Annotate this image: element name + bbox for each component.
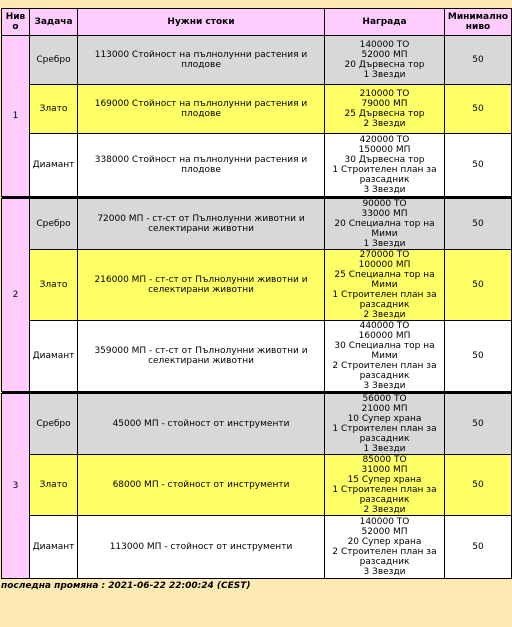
needed-cell: 113000 МП - стойност от инструменти	[78, 516, 325, 579]
reward-line: 2 Звезди	[363, 505, 406, 515]
table-row	[2, 516, 512, 579]
reward-line: 21000 МП	[361, 404, 408, 414]
reward-line: 20 Дървесна тор	[344, 60, 425, 70]
reward-line: 160000 МП	[358, 331, 411, 341]
reward-cell	[325, 394, 445, 455]
reward-line: 2 Строителен план за разсадник	[332, 547, 437, 567]
reward-line: 90000 ТО	[362, 199, 407, 209]
task-cell: Злато	[30, 250, 78, 321]
reward-cell	[325, 199, 445, 250]
reward-cell	[325, 321, 445, 392]
reward-line: 30 Дървесна тор	[344, 155, 425, 165]
last-modified: последна промяна : 2021-06-22 22:00:24 (CEST)	[1, 581, 251, 591]
reward-line: 1 Строителен план за разсадник	[332, 165, 437, 185]
needed-cell: 113000 Стойност на пълнолунни растения и плодове	[78, 36, 325, 85]
reward-line: 79000 МП	[361, 99, 408, 109]
reward-line: 1 Звезди	[363, 239, 406, 249]
reward-line: 3 Звезди	[363, 567, 406, 577]
table-row	[2, 321, 512, 392]
reward-line: 25 Дървесна тор	[344, 109, 425, 119]
reward-line: 33000 МП	[361, 209, 408, 219]
reward-line: 3 Звезди	[363, 381, 406, 391]
needed-cell: 216000 МП - ст-ст от Пълнолунни животни и селектирани животни	[78, 250, 325, 321]
header-task: Задача	[30, 9, 78, 36]
table-row	[2, 134, 512, 197]
reward-line: 140000 ТО	[359, 517, 410, 527]
table-row	[2, 199, 512, 250]
level-cell: 1	[2, 36, 30, 197]
task-cell: Сребро	[30, 199, 78, 250]
header-level: Ниво	[2, 9, 30, 36]
header-row	[2, 9, 512, 36]
reward-line: 2 Строителен план за разсадник	[332, 361, 437, 381]
reward-cell	[325, 455, 445, 516]
task-cell: Диамант	[30, 516, 78, 579]
min-level-cell: 50	[445, 394, 512, 455]
needed-cell: 338000 Стойност на пълнолунни растения и плодове	[78, 134, 325, 197]
min-level-cell: 50	[445, 455, 512, 516]
reward-line: 25 Специална тор на Мими	[334, 270, 435, 290]
reward-line: 20 Специална тор на Мими	[334, 219, 435, 239]
reward-cell	[325, 85, 445, 134]
needed-cell: 359000 МП - ст-ст от Пълнолунни животни и селектирани животни	[78, 321, 325, 392]
task-cell: Сребро	[30, 36, 78, 85]
min-level-cell: 50	[445, 85, 512, 134]
reward-line: 440000 ТО	[359, 321, 410, 331]
reward-line: 15 Супер храна	[347, 475, 422, 485]
reward-line: 3 Звезди	[363, 185, 406, 195]
reward-line: 10 Супер храна	[347, 414, 422, 424]
reward-line: 1 Строителен план за разсадник	[332, 485, 437, 505]
table-row	[2, 36, 512, 85]
task-cell: Злато	[30, 455, 78, 516]
task-cell: Диамант	[30, 134, 78, 197]
reward-line: 1 Звезди	[363, 70, 406, 80]
reward-cell	[325, 516, 445, 579]
reward-line: 52000 МП	[361, 50, 408, 60]
needed-cell: 68000 МП - стойност от инструменти	[78, 455, 325, 516]
reward-line: 52000 МП	[361, 527, 408, 537]
reward-line: 1 Звезди	[363, 444, 406, 454]
min-level-cell: 50	[445, 36, 512, 85]
reward-line: 31000 МП	[361, 465, 408, 475]
table-row	[2, 455, 512, 516]
reward-cell	[325, 36, 445, 85]
reward-line: 30 Специална тор на Мими	[334, 341, 435, 361]
min-level-cell: 50	[445, 134, 512, 197]
task-cell: Злато	[30, 85, 78, 134]
header-reward: Награда	[325, 9, 445, 36]
min-level-cell: 50	[445, 321, 512, 392]
needed-cell: 169000 Стойност на пълнолунни растения и плодове	[78, 85, 325, 134]
reward-line: 20 Супер храна	[347, 537, 422, 547]
task-cell: Диамант	[30, 321, 78, 392]
reward-cell	[325, 250, 445, 321]
reward-line: 100000 МП	[358, 260, 411, 270]
quest-table	[1, 8, 512, 579]
reward-line: 2 Звезди	[363, 310, 406, 320]
reward-line: 85000 ТО	[362, 455, 407, 465]
needed-cell: 72000 МП - ст-ст от Пълнолунни животни и селектирани животни	[78, 199, 325, 250]
reward-line: 1 Строителен план за разсадник	[332, 424, 437, 444]
table-body	[2, 36, 512, 579]
min-level-cell: 50	[445, 516, 512, 579]
reward-line: 270000 ТО	[359, 250, 410, 260]
task-cell: Сребро	[30, 394, 78, 455]
reward-line: 56000 ТО	[362, 394, 407, 404]
reward-line: 210000 ТО	[359, 89, 410, 99]
level-cell: 2	[2, 199, 30, 392]
reward-line: 2 Звезди	[363, 119, 406, 129]
reward-line: 420000 ТО	[359, 135, 410, 145]
table-row	[2, 250, 512, 321]
min-level-cell: 50	[445, 250, 512, 321]
needed-cell: 45000 МП - стойност от инструменти	[78, 394, 325, 455]
header-needed: Нужни стоки	[78, 9, 325, 36]
reward-line: 150000 МП	[358, 145, 411, 155]
reward-line: 1 Строителен план за разсадник	[332, 290, 437, 310]
table-row	[2, 394, 512, 455]
min-level-cell: 50	[445, 199, 512, 250]
header-min-level: Минимално ниво	[445, 9, 512, 36]
reward-cell	[325, 134, 445, 197]
table-row	[2, 85, 512, 134]
level-cell: 3	[2, 394, 30, 579]
reward-line: 140000 ТО	[359, 40, 410, 50]
